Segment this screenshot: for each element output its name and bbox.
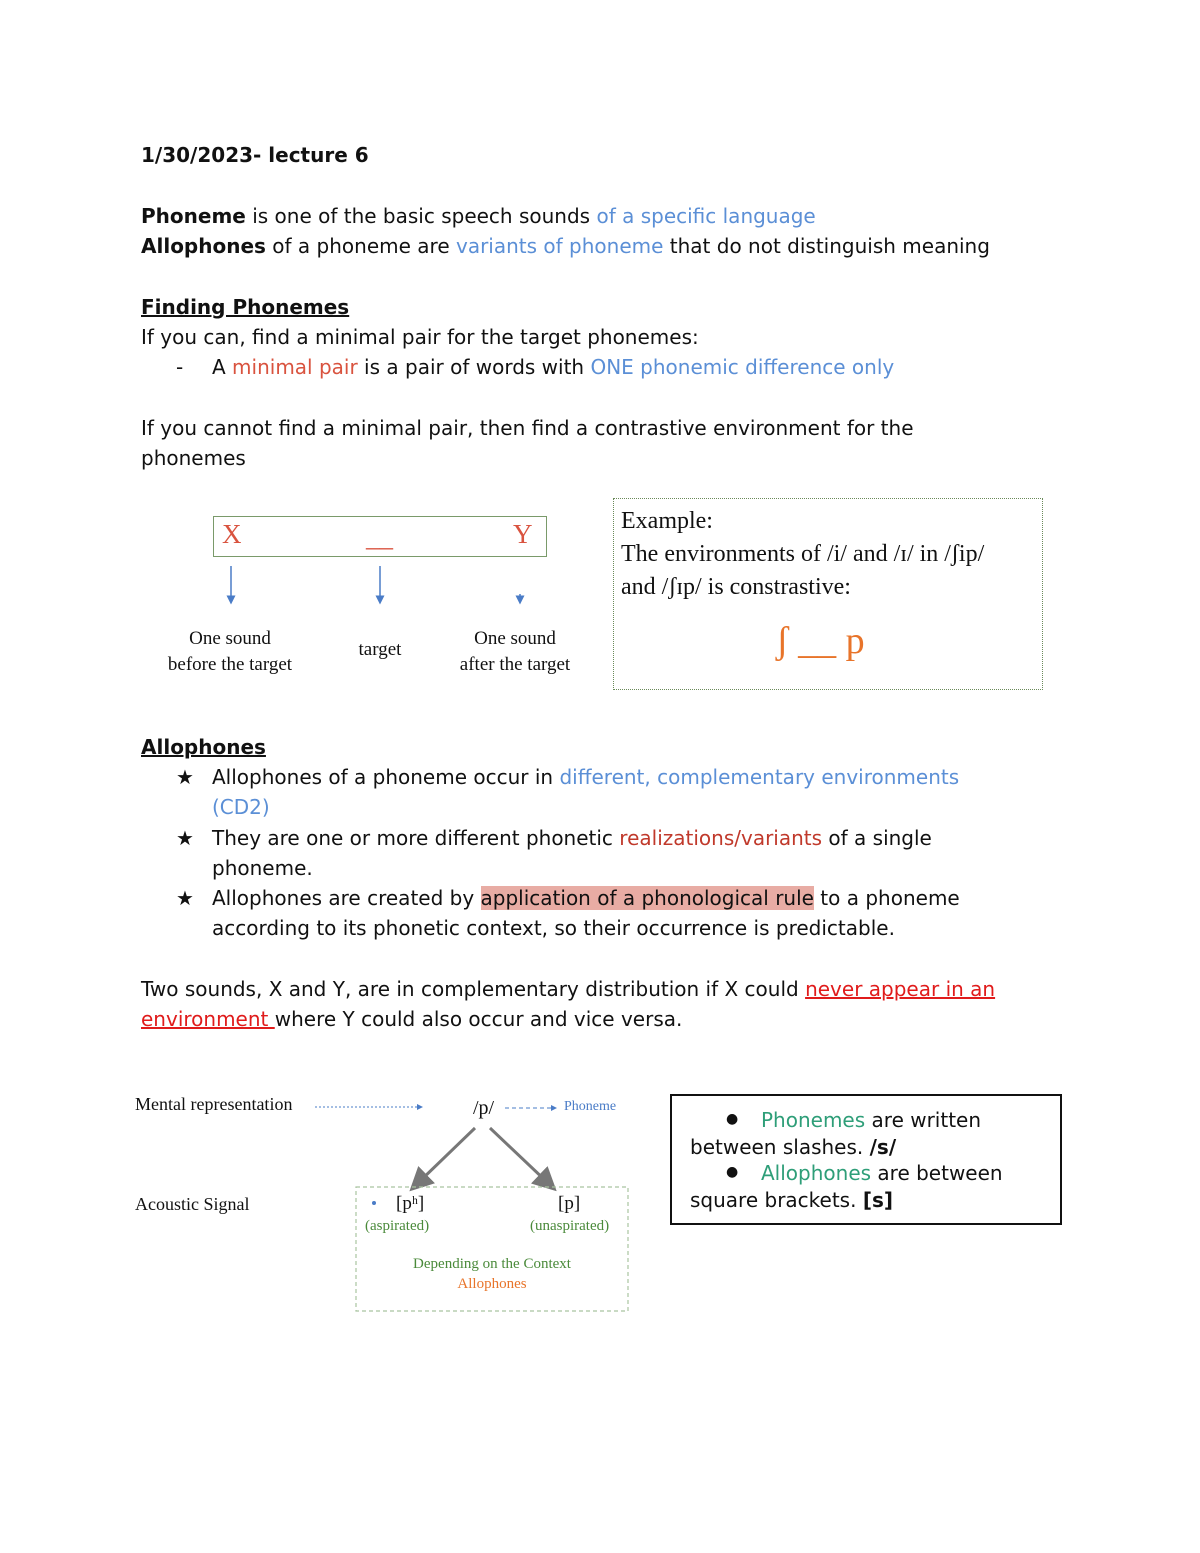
unaspirated-label: (unaspirated) — [530, 1218, 610, 1234]
env-before-caption — [150, 626, 310, 678]
star-icon: ★ — [176, 886, 194, 910]
env-y-label: Y — [513, 519, 533, 549]
b3-tail: to a phoneme — [813, 886, 960, 910]
bullet-icon: ● — [726, 1164, 739, 1180]
example-heading: Example: — [621, 508, 713, 534]
notation-1-line2-text: between slashes. — [690, 1135, 870, 1159]
allophones-diagram-label: Allophones — [457, 1276, 527, 1292]
minimal-pair-bullet — [212, 355, 894, 379]
aspirated-dot — [372, 1201, 376, 1205]
notation-2-line2 — [690, 1188, 893, 1212]
b1-highlight: different, complementary environments — [559, 765, 960, 789]
allophone-bullet-3-line2: according to its phonetic context, so their occurrence is predictable. — [212, 916, 895, 940]
page-title: 1/30/2023- lecture 6 — [141, 143, 369, 167]
phoneme-definition — [141, 204, 816, 228]
allophones-heading: Allophones — [141, 735, 266, 759]
allophone-bullet-1-line2: (CD2) — [212, 795, 270, 819]
acoustic-label: Acoustic Signal — [135, 1194, 250, 1214]
b2-tail: of a single — [822, 826, 932, 850]
b1-text: Allophones of a phoneme occur in — [212, 765, 560, 789]
phoneme-label: Phoneme — [564, 1099, 617, 1114]
b3-text: Allophones are created by — [212, 886, 481, 910]
bullet-a: A — [212, 355, 233, 379]
comp-text-1: Two sounds, X and Y, are in complementary distribution if X could — [141, 977, 806, 1001]
allophone-definition — [141, 234, 990, 258]
after-line-1: One sound — [474, 628, 556, 649]
b2-text: They are one or more different phonetic — [212, 826, 620, 850]
complementary-line-2 — [141, 1007, 682, 1031]
allophone-bullet-2 — [212, 826, 932, 850]
comp-highlight-1: never appear in an — [805, 977, 996, 1001]
unaspirated-symbol: [p] — [558, 1193, 581, 1214]
notation-1-line2 — [690, 1135, 896, 1159]
phoneme-text: is one of the basic speech sounds — [245, 204, 597, 228]
star-icon: ★ — [176, 765, 194, 789]
notation-2-example: [s] — [862, 1188, 893, 1212]
allophone-text: of a phoneme are — [265, 234, 456, 258]
example-formula: ʃ __ p — [776, 620, 865, 662]
b2-highlight: realizations/variants — [619, 826, 823, 850]
notation-1-term: Phonemes — [761, 1108, 866, 1132]
example-line-1: The environments of /i/ and /ɪ/ in /ʃip/ — [621, 541, 985, 567]
after-line-2: after the target — [459, 654, 571, 675]
allophone-bullet-2-line2: phoneme. — [212, 856, 313, 880]
one-difference-highlight: ONE phonemic difference only — [590, 355, 895, 379]
mental-label: Mental representation — [135, 1094, 293, 1114]
comp-highlight-2: environment — [141, 1007, 275, 1031]
phoneme-highlight: of a specific language — [596, 204, 816, 228]
notation-2-text: are between — [871, 1161, 1003, 1185]
notation-1 — [761, 1108, 981, 1132]
contrast-line-2: phonemes — [141, 446, 246, 470]
example-text — [621, 505, 984, 604]
notation-2 — [761, 1161, 1003, 1185]
allophone-tail: that do not distinguish meaning — [663, 234, 990, 258]
aspirated-label: (aspirated) — [365, 1218, 430, 1234]
example-line-2: and /ʃɪp/ is constrastive: — [621, 574, 851, 600]
comp-text-2: where Y could also occur and vice versa. — [274, 1007, 683, 1031]
phoneme-term: Phoneme — [141, 204, 246, 228]
allophone-highlight: variants of phoneme — [455, 234, 664, 258]
notation-2-line2-text: square brackets. — [690, 1188, 863, 1212]
left-branch-arrow — [418, 1128, 475, 1183]
bullet-mid: is a pair of words with — [357, 355, 591, 379]
allophone-bullet-1 — [212, 765, 959, 789]
env-blank: __ — [366, 522, 393, 552]
bullet-icon: ● — [726, 1111, 739, 1127]
env-target-caption: target — [358, 639, 402, 660]
before-line-2: before the target — [167, 654, 293, 675]
finding-heading: Finding Phonemes — [141, 295, 350, 319]
allophone-bullet-3 — [212, 886, 960, 910]
before-line-1: One sound — [189, 628, 271, 649]
dash-bullet: - — [176, 355, 184, 379]
finding-intro: If you can, find a minimal pair for the target phonemes: — [141, 325, 699, 349]
notation-2-term: Allophones — [761, 1161, 872, 1185]
env-after-caption — [440, 626, 590, 678]
phoneme-symbol: /p/ — [473, 1097, 495, 1119]
complementary-line-1 — [141, 977, 995, 1001]
env-arrows — [200, 562, 560, 606]
b3-highlight: application of a phonological rule — [480, 886, 814, 910]
right-branch-arrow — [490, 1128, 548, 1183]
contrast-line-1: If you cannot find a minimal pair, then find a contrastive environment for the — [141, 416, 914, 440]
star-icon: ★ — [176, 826, 194, 850]
notation-1-text: are written — [865, 1108, 982, 1132]
env-x-label: X — [222, 519, 242, 549]
minimal-pair-term: minimal pair — [232, 355, 358, 379]
notation-1-example: /s/ — [869, 1135, 897, 1159]
allophone-term: Allophones — [141, 234, 266, 258]
aspirated-symbol: [pʰ] — [396, 1193, 425, 1214]
context-label: Depending on the Context — [413, 1256, 571, 1272]
